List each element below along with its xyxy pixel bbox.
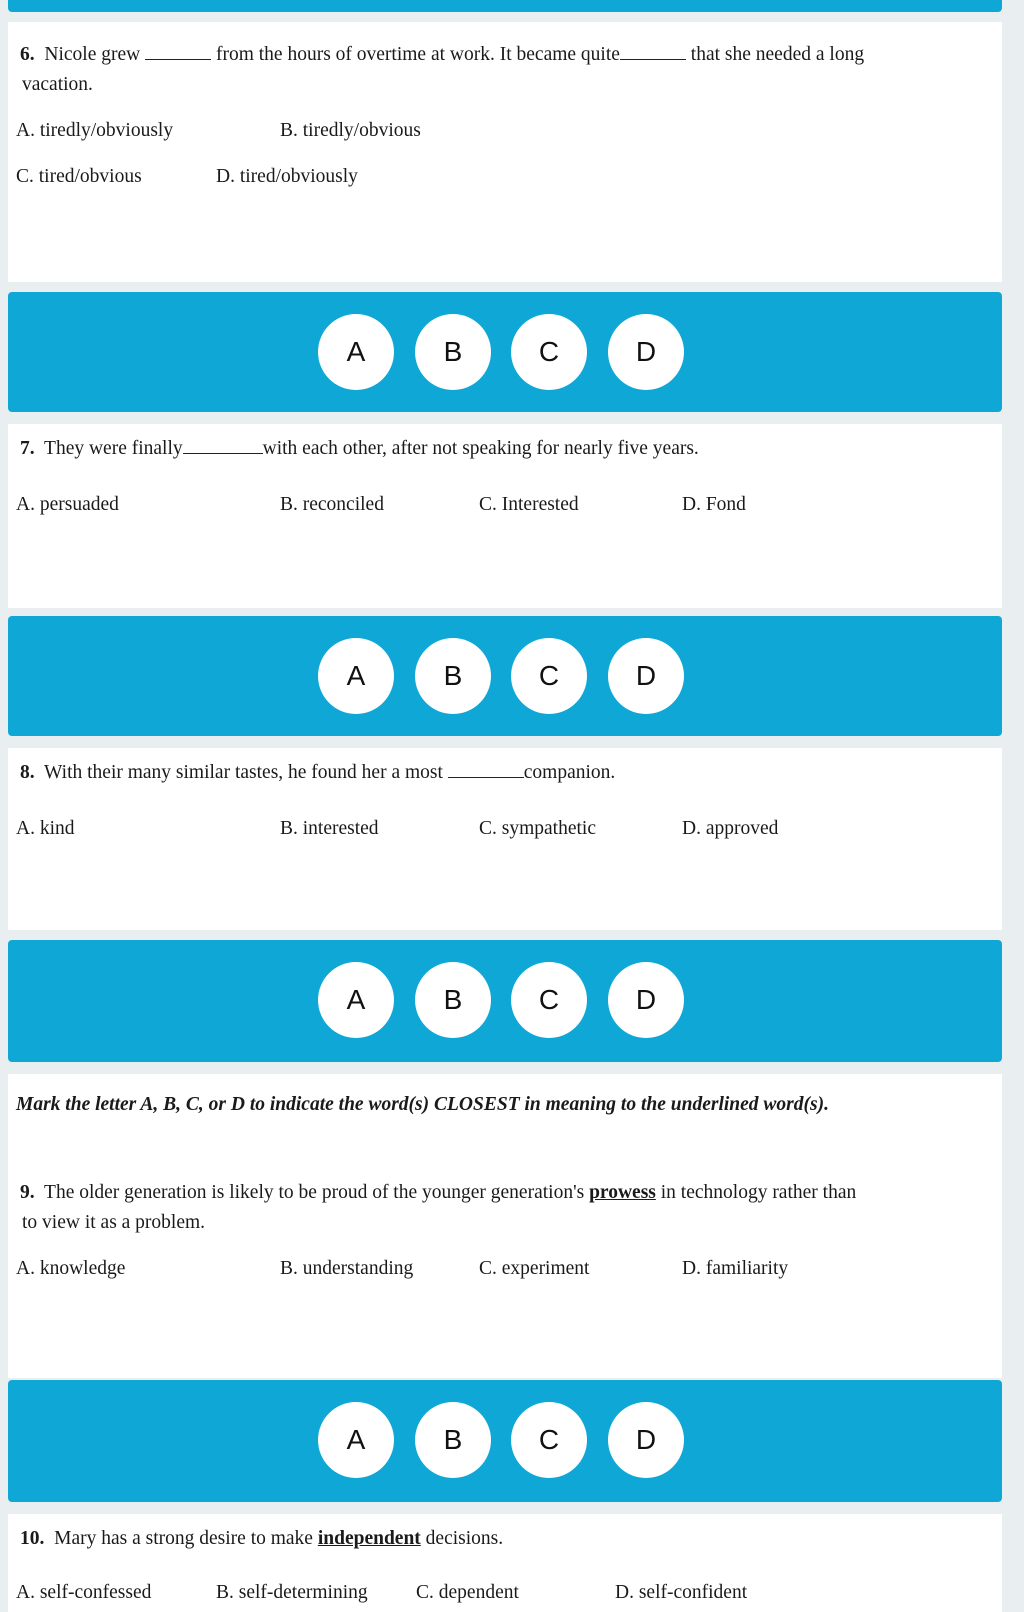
- underlined-word: independent: [317, 1528, 421, 1549]
- option-b: B. reconciled: [280, 494, 384, 515]
- answer-b-button[interactable]: B: [415, 314, 491, 390]
- option-a: A. persuaded: [16, 494, 119, 515]
- question-number: 8.: [20, 762, 35, 783]
- answer-b-button[interactable]: B: [415, 1402, 491, 1478]
- question-6-text: 6. Nicole grew from the hours of overtime at work. It became quite that she needed a long vacation.: [20, 44, 865, 95]
- answer-a-button[interactable]: A: [318, 314, 394, 390]
- question-8-text: 8. With their many similar tastes, he found her a most companion.: [20, 762, 616, 783]
- answer-band-6: [8, 292, 1002, 412]
- option-d: D. self-confident: [615, 1582, 748, 1603]
- option-b: B. tiredly/obvious: [280, 120, 421, 141]
- option-b: B. self-determining: [216, 1582, 368, 1603]
- answer-b-button[interactable]: B: [415, 962, 491, 1038]
- answer-blank: [448, 763, 524, 778]
- section-instruction: Mark the letter A, B, C, or D to indicate the word(s) CLOSEST in meaning to the underlined word(s).: [16, 1094, 829, 1115]
- answer-band-8: [8, 940, 1002, 1062]
- answer-a-button[interactable]: A: [318, 1402, 394, 1478]
- answer-d-button[interactable]: D: [608, 962, 684, 1038]
- answer-c-button[interactable]: C: [511, 638, 587, 714]
- question-7-text: 7. They were finally with each other, after not speaking for nearly five years.: [20, 438, 699, 459]
- answer-band-7: [8, 616, 1002, 736]
- option-a: A. kind: [16, 818, 75, 839]
- question-number: 10.: [20, 1528, 45, 1549]
- answer-blank: [145, 45, 211, 60]
- answer-c-button[interactable]: C: [511, 1402, 587, 1478]
- answer-blank: [183, 439, 263, 454]
- option-d: D. tired/obviously: [216, 166, 358, 187]
- question-number: 6.: [20, 44, 35, 65]
- answer-c-button[interactable]: C: [511, 962, 587, 1038]
- answer-b-button[interactable]: B: [415, 638, 491, 714]
- question-9-text: 9. The older generation is likely to be proud of the younger generation's prowess in technology rather than to view it as a problem.: [20, 1182, 857, 1233]
- option-c: C. Interested: [479, 494, 579, 515]
- answer-c-button[interactable]: C: [511, 314, 587, 390]
- option-a: A. self-confessed: [16, 1582, 152, 1603]
- option-c: C. experiment: [479, 1258, 590, 1279]
- question-8-panel: [8, 748, 1002, 930]
- option-c: C. sympathetic: [479, 818, 596, 839]
- question-number: 9.: [20, 1182, 35, 1203]
- answer-d-button[interactable]: D: [608, 1402, 684, 1478]
- option-d: D. familiarity: [682, 1258, 789, 1279]
- question-10-panel: [8, 1514, 1002, 1612]
- question-6-panel: [8, 22, 1002, 282]
- question-number: 7.: [20, 438, 35, 459]
- top-accent-band: [8, 0, 1002, 12]
- option-a: A. knowledge: [16, 1258, 126, 1279]
- underlined-word: prowess: [589, 1182, 656, 1203]
- option-c: C. dependent: [416, 1582, 519, 1603]
- option-d: D. approved: [682, 818, 779, 839]
- option-b: B. interested: [280, 818, 379, 839]
- option-d: D. Fond: [682, 494, 746, 515]
- answer-a-button[interactable]: A: [318, 962, 394, 1038]
- option-b: B. understanding: [280, 1258, 414, 1279]
- question-10-text: 10. Mary has a strong desire to make independent decisions.: [20, 1528, 504, 1549]
- option-c: C. tired/obvious: [16, 166, 142, 187]
- question-7-panel: [8, 424, 1002, 608]
- option-a: A. tiredly/obviously: [16, 120, 174, 141]
- answer-d-button[interactable]: D: [608, 314, 684, 390]
- answer-d-button[interactable]: D: [608, 638, 684, 714]
- answer-a-button[interactable]: A: [318, 638, 394, 714]
- answer-blank: [620, 45, 686, 60]
- answer-band-9: [8, 1380, 1002, 1502]
